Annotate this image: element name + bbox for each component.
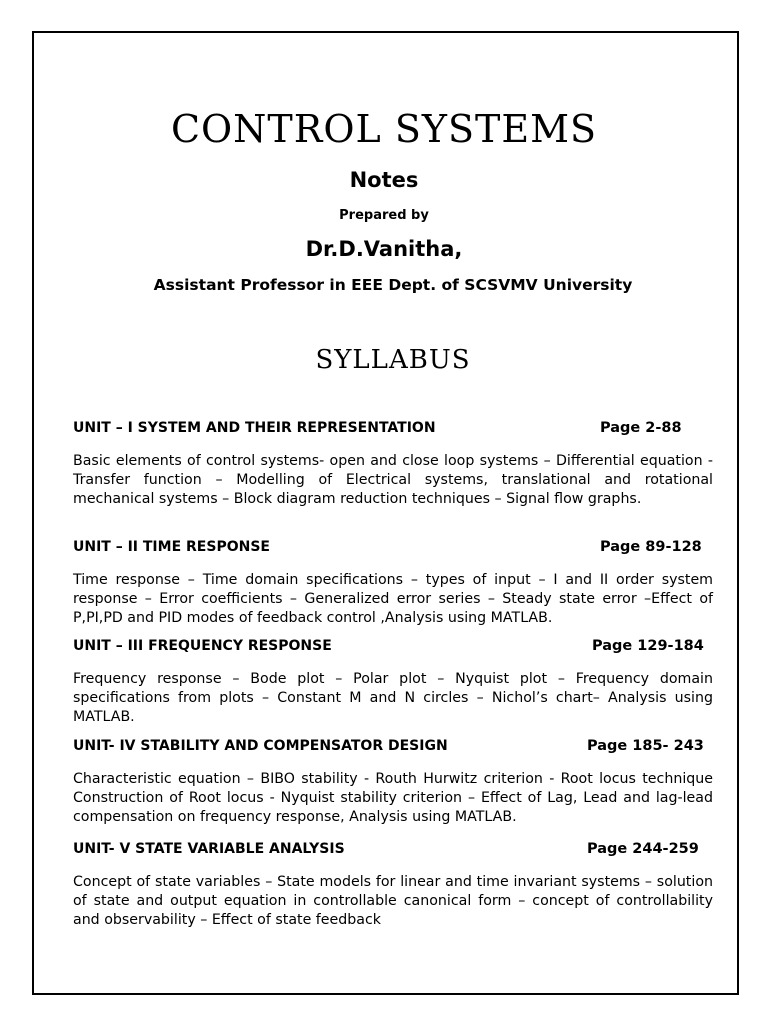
syllabus-heading: SYLLABUS — [315, 345, 471, 375]
unit-2-pages: Page 89-128 — [600, 539, 702, 555]
unit-5-title: UNIT- V STATE VARIABLE ANALYSIS — [73, 841, 345, 857]
unit-2-description: Time response – Time domain specifications – types of input – I and II order system response – Error coefficients – Generalized error series – Steady state error –Effect of P,PI,PD and PID modes of feedback control ,Analysis using MATLAB. — [73, 572, 713, 626]
unit-4-description: Characteristic equation – BIBO stability - Routh Hurwitz criterion - Root locus technique Construction of Root locus - Nyquist stability criterion – Effect of Lag, Lead and lag-lead compensation on frequency response, Analysis using MATLAB. — [73, 771, 713, 825]
unit-2-title: UNIT – II TIME RESPONSE — [73, 539, 270, 555]
unit-4-pages: Page 185- 243 — [587, 738, 704, 754]
unit-3-description: Frequency response – Bode plot – Polar plot – Nyquist plot – Frequency domain specifications from plots – Constant M and N circles – Nichol’s chart– Analysis using MATLAB. — [73, 671, 713, 725]
document-subtitle: Notes — [349, 168, 419, 192]
prepared-by-label: Prepared by — [339, 208, 429, 223]
document-title: CONTROL SYSTEMS — [170, 107, 598, 151]
author-name: Dr.D.Vanitha, — [305, 237, 463, 261]
unit-5-pages: Page 244-259 — [587, 841, 699, 857]
unit-4-title: UNIT- IV STABILITY AND COMPENSATOR DESIGN — [73, 738, 448, 754]
unit-1-pages: Page 2-88 — [600, 420, 682, 436]
author-affiliation: Assistant Professor in EEE Dept. of SCSVMV University — [153, 276, 633, 294]
unit-1-title: UNIT – I SYSTEM AND THEIR REPRESENTATION — [73, 420, 436, 436]
unit-3-title: UNIT – III FREQUENCY RESPONSE — [73, 638, 332, 654]
unit-3-pages: Page 129-184 — [592, 638, 704, 654]
unit-5-description: Concept of state variables – State models for linear and time invariant systems – solution of state and output equation in controllable canonical form – concept of controllability and observability – Effect of state feedback — [73, 874, 713, 928]
unit-1-description: Basic elements of control systems- open and close loop systems – Differential equation - Transfer function – Modelling of Electrical systems, translational and rotational mechanical systems – Block diagram reduction techniques – Signal flow graphs. — [73, 453, 713, 507]
